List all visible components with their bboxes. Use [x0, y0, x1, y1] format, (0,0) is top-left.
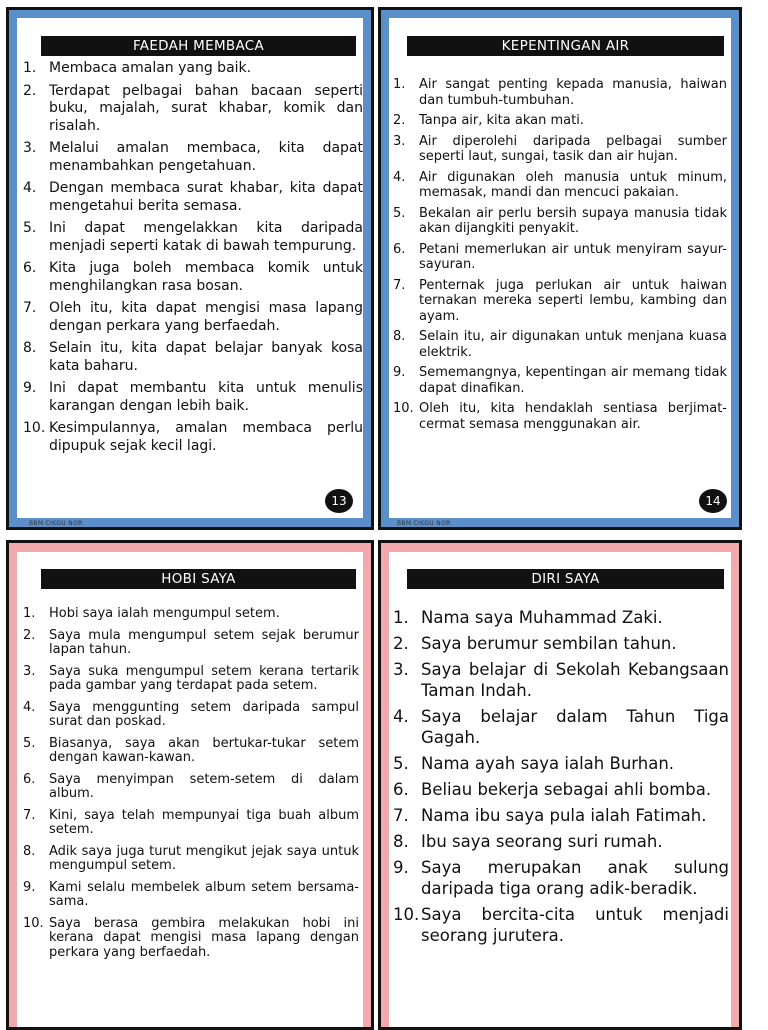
- item-number: 9.: [23, 879, 36, 895]
- list-item: [393, 753, 729, 774]
- item-number: 9.: [393, 365, 406, 380]
- item-number: 5.: [23, 220, 37, 236]
- item-text: Membaca amalan yang baik.: [49, 60, 252, 76]
- item-text: Saya merupakan anak sulung daripada tiga orang adik-beradik.: [421, 858, 729, 898]
- item-number: 4.: [23, 699, 36, 715]
- item-text: Selain itu, kita dapat belajar banyak kosa kata baharu.: [49, 340, 363, 374]
- list-item: [393, 904, 729, 946]
- item-number: 7.: [393, 277, 406, 293]
- list-item: [23, 607, 359, 622]
- item-text: Saya menyimpan setem-setem di dalam album.: [49, 771, 359, 801]
- item-text: Kita juga boleh membaca komik untuk menghilangkan rasa bosan.: [49, 260, 363, 294]
- item-number: 10.: [393, 905, 420, 924]
- item-list: [23, 607, 359, 967]
- item-text: Saya belajar di Sekolah Kebangsaan Taman Indah.: [421, 660, 729, 700]
- item-number: 3.: [393, 133, 406, 149]
- item-text: Saya suka mengumpul setem kerana tertarik pada gambar yang terdapat pada setem.: [49, 663, 359, 693]
- list-item: [23, 220, 363, 255]
- item-text: Ibu saya seorang suri rumah.: [421, 832, 663, 851]
- card-diri-saya: [378, 540, 742, 1030]
- card-title: HOBI SAYA: [41, 569, 356, 589]
- item-number: 1.: [393, 77, 406, 92]
- list-item: [23, 260, 363, 295]
- item-text: Air sangat penting kepada manusia, haiwan dan tumbuh-tumbuhan.: [419, 77, 727, 108]
- item-list: [23, 60, 363, 460]
- item-text: Nama ayah saya ialah Burhan.: [421, 754, 675, 773]
- list-item: [23, 180, 363, 215]
- item-text: Sememangnya, kepentingan air memang tidak dapat dinafikan.: [419, 365, 727, 396]
- item-text: Saya mula mengumpul setem sejak berumur lapan tahun.: [49, 627, 359, 657]
- card-title: KEPENTINGAN AIR: [407, 36, 724, 56]
- item-number: 4.: [393, 707, 409, 726]
- item-number: 5.: [393, 754, 409, 773]
- item-number: 2.: [393, 113, 406, 128]
- list-item: [23, 845, 359, 874]
- item-text: Saya belajar dalam Tahun Tiga Gagah.: [421, 707, 729, 747]
- list-item: [393, 633, 729, 654]
- item-text: Kami selalu membelek album setem bersama-sama.: [49, 879, 359, 909]
- item-text: Adik saya juga turut mengikut jejak saya untuk mengumpul setem.: [49, 843, 359, 873]
- list-item: [23, 380, 363, 415]
- card-kepentingan-air: [378, 7, 742, 530]
- list-item: [393, 607, 729, 628]
- item-number: 8.: [23, 843, 36, 859]
- list-item: [23, 629, 359, 658]
- item-text: Saya menggunting setem daripada sampul surat dan poskad.: [49, 699, 359, 729]
- item-text: Selain itu, air digunakan untuk menjana kuasa elektrik.: [419, 329, 727, 360]
- item-text: Melalui amalan membaca, kita dapat menambahkan pengetahuan.: [49, 140, 363, 174]
- item-number: 6.: [23, 771, 36, 787]
- item-number: 6.: [393, 241, 406, 257]
- item-text: Terdapat pelbagai bahan bacaan seperti buku, majalah, surat khabar, komik dan risalah.: [49, 82, 363, 134]
- item-text: Air diperolehi daripada pelbagai sumber seperti laut, sungai, tasik dan air hujan.: [419, 133, 727, 164]
- card-hobi-saya: [6, 540, 374, 1030]
- credit-text: BBM CIKGU NOR: [397, 520, 451, 527]
- credit-text: BBM CIKGU NOR: [29, 520, 83, 527]
- item-text: Saya bercita-cita untuk menjadi seorang jurutera.: [421, 905, 729, 945]
- item-number: 3.: [23, 663, 36, 679]
- list-item: [393, 134, 727, 165]
- item-text: Bekalan air perlu bersih supaya manusia tidak akan dijangkiti penyakit.: [419, 205, 727, 236]
- item-number: 8.: [393, 329, 406, 344]
- item-number: 6.: [23, 260, 37, 276]
- item-number: 1.: [393, 608, 409, 627]
- item-number: 5.: [393, 205, 406, 221]
- item-text: Dengan membaca surat khabar, kita dapat mengetahui berita semasa.: [49, 180, 363, 214]
- item-number: 2.: [23, 82, 37, 99]
- list-item: [393, 278, 727, 325]
- item-list: [393, 77, 727, 437]
- item-text: Air digunakan oleh manusia untuk minum, memasak, mandi dan mencuci pakaian.: [419, 169, 727, 200]
- list-item: [23, 300, 363, 335]
- item-text: Kini, saya telah mempunyai tiga buah album setem.: [49, 807, 359, 837]
- list-item: [393, 857, 729, 899]
- page-number-badge: 14: [699, 489, 727, 513]
- item-text: Saya berumur sembilan tahun.: [421, 634, 677, 653]
- item-text: Oleh itu, kita hendaklah sentiasa berjimat-cermat semasa menggunakan air.: [419, 401, 727, 432]
- item-text: Biasanya, saya akan bertukar-tukar setem dengan kawan-kawan.: [49, 735, 359, 765]
- item-number: 6.: [393, 780, 409, 799]
- item-text: Nama saya Muhammad Zaki.: [421, 608, 663, 627]
- list-item: [393, 401, 727, 432]
- list-item: [393, 365, 727, 396]
- item-number: 3.: [23, 140, 37, 156]
- item-number: 9.: [23, 380, 37, 396]
- list-item: [23, 917, 359, 961]
- list-item: [393, 242, 727, 273]
- item-text: Kesimpulannya, amalan membaca perlu dipupuk sejak kecil lagi.: [49, 420, 363, 454]
- item-text: Oleh itu, kita dapat mengisi masa lapang dengan perkara yang berfaedah.: [49, 300, 363, 334]
- item-number: 7.: [393, 806, 409, 825]
- item-number: 1.: [23, 606, 36, 621]
- card-title: FAEDAH MEMBACA: [41, 36, 356, 56]
- item-number: 1.: [23, 60, 37, 76]
- list-item: [23, 83, 363, 136]
- card-faedah-membaca: [6, 7, 374, 530]
- item-number: 4.: [23, 180, 37, 196]
- item-text: Petani memerlukan air untuk menyiram sayur-sayuran.: [419, 241, 727, 272]
- list-item: [23, 140, 363, 175]
- item-number: 7.: [23, 807, 36, 823]
- item-number: 9.: [393, 858, 409, 877]
- list-item: [393, 805, 729, 826]
- list-item: [23, 420, 363, 455]
- item-number: 2.: [23, 627, 36, 643]
- item-text: Hobi saya ialah mengumpul setem.: [49, 606, 280, 621]
- item-number: 2.: [393, 634, 409, 653]
- list-item: [23, 809, 359, 838]
- item-number: 8.: [23, 340, 37, 356]
- item-number: 4.: [393, 169, 406, 185]
- item-number: 8.: [393, 832, 409, 851]
- list-item: [393, 170, 727, 201]
- item-text: Ini dapat membantu kita untuk menulis karangan dengan lebih baik.: [49, 380, 363, 414]
- list-item: [393, 113, 727, 129]
- list-item: [393, 329, 727, 360]
- card-title: DIRI SAYA: [407, 569, 724, 589]
- item-text: Ini dapat mengelakkan kita daripada menjadi seperti katak di bawah tempurung.: [49, 220, 363, 254]
- list-item: [393, 206, 727, 237]
- item-number: 3.: [393, 660, 409, 679]
- item-text: Tanpa air, kita akan mati.: [419, 113, 584, 128]
- list-item: [393, 779, 729, 800]
- list-item: [393, 831, 729, 852]
- list-item: [23, 701, 359, 730]
- item-text: Penternak juga perlukan air untuk haiwan ternakan mereka seperti lembu, kambing dan ayam.: [419, 277, 727, 324]
- list-item: [23, 60, 363, 78]
- item-text: Nama ibu saya pula ialah Fatimah.: [421, 806, 707, 825]
- list-item: [23, 881, 359, 910]
- list-item: [393, 659, 729, 701]
- list-item: [23, 665, 359, 694]
- list-item: [23, 773, 359, 802]
- item-number: 5.: [23, 735, 36, 751]
- item-text: Beliau bekerja sebagai ahli bomba.: [421, 780, 712, 799]
- item-number: 10.: [23, 420, 46, 436]
- item-text: Saya berasa gembira melakukan hobi ini kerana dapat mengisi masa lapang dengan perkara yang berfaedah.: [49, 915, 359, 960]
- list-item: [393, 77, 727, 108]
- page-number-badge: 13: [325, 489, 353, 513]
- list-item: [23, 340, 363, 375]
- item-number: 10.: [23, 915, 44, 931]
- item-number: 7.: [23, 300, 37, 316]
- item-number: 10.: [393, 401, 414, 416]
- list-item: [23, 737, 359, 766]
- item-list: [393, 607, 729, 951]
- list-item: [393, 706, 729, 748]
